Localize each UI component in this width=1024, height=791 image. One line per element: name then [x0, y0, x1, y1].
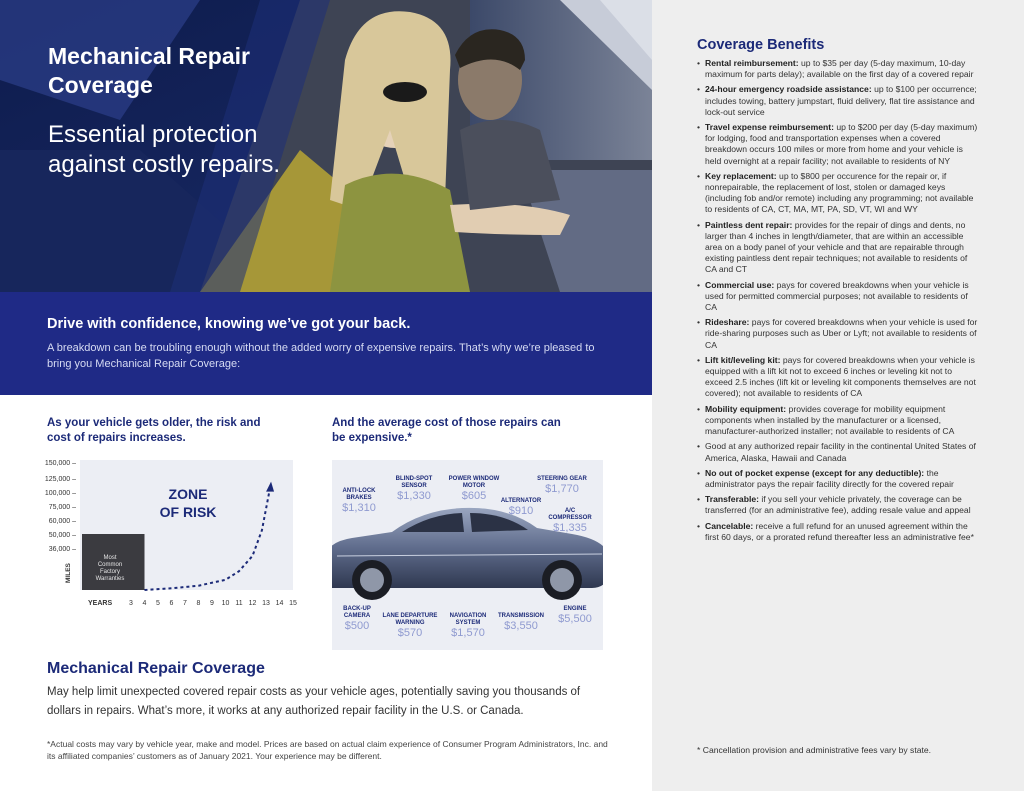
y-tick-label: 36,000 – [48, 546, 76, 553]
repair-cost-item [542, 508, 598, 535]
benefit-item [697, 355, 979, 400]
benefit-name: Transferable: [705, 494, 759, 505]
cost-footnote: *Actual costs may vary by vehicle year, make and model. Prices are based on actual claim experience of Consumer Program Administrators, Inc. and its affiliated companies’ customers as of January 2021. Your experience may be different. [47, 739, 608, 761]
benefit-name: Key replacement: [705, 170, 777, 181]
zone-label-1: ZONE [168, 486, 208, 502]
repair-part-name: COMPRESSOR [548, 515, 592, 521]
benefit-item [697, 404, 979, 438]
repair-part-name: BRAKES [346, 495, 372, 501]
benefit-text: the administrator pays the repair facility directly for the covered repair [705, 467, 954, 489]
repair-cost-item [442, 613, 494, 640]
bullet-icon: • [697, 84, 701, 95]
benefits-note: * Cancellation provision and administrative fees vary by state. [697, 745, 932, 755]
repair-cost-value: $910 [508, 505, 534, 517]
repair-costs-panel [332, 460, 603, 650]
mrc-text: May help limit unexpected covered repair costs as your vehicle ages, potentially saving you thousands of dollars in repairs. What’s more, it works at any authorized repair facility in the U.S. or Canada. [47, 686, 581, 717]
y-tick-label: 60,000 – [48, 518, 76, 525]
repair-cost-value: $1,330 [397, 490, 431, 502]
benefit-text: provides for the repair of dings and dents, no larger than 4 inches in length/diameter, that are within an accessible area on a body panel of your vehicle and that are repairable through existing paintless dent repair techniques; not available to residents of CA and CT [705, 219, 968, 275]
benefit-name: Mobility equipment: [705, 403, 787, 414]
benefit-name: Cancelable: [705, 520, 754, 531]
repair-cost-item [334, 606, 380, 633]
benefit-text: pays for covered breakdowns when your vehicle is used for permitted commercial purposes; not available to residents of CA [705, 279, 969, 313]
warranty-label-line-2: Common [97, 562, 123, 568]
x-tick-label: 12 [248, 600, 257, 607]
x-tick-label: 5 [156, 600, 160, 607]
bullet-icon: • [697, 170, 701, 181]
repair-part-name: NAVIGATION [449, 613, 487, 619]
repair-part-name: BACK-UP [343, 606, 371, 612]
x-tick-label: 14 [275, 600, 284, 607]
bullet-icon: • [697, 317, 701, 328]
axis-x-label: YEARS [88, 600, 113, 607]
repair-part-name: CAMERA [343, 613, 371, 619]
repair-cost-item [494, 613, 548, 633]
benefit-item [697, 317, 979, 351]
bullet-icon: • [697, 494, 701, 505]
benefit-text: up to $35 per day (5-day maximum, 10-day maximum for parts delay); available on the first day of a covered repair [705, 58, 974, 80]
repair-cost-item [336, 488, 382, 515]
benefit-name: 24-hour emergency roadside assistance: [705, 84, 872, 95]
mrc-heading: Mechanical Repair Coverage [47, 660, 265, 677]
repair-cost-value: $500 [344, 620, 370, 632]
x-tick-label: 15 [289, 600, 297, 607]
repair-part-name: WARNING [395, 620, 425, 626]
benefit-text: Good at any authorized repair facility in the continental United States of America, Alaska, Hawaii and Canada [705, 441, 976, 463]
benefit-text: pays for covered breakdowns when your vehicle is used for ride-sharing purposes such as Uber or Lyft; not available to residents of CA [705, 317, 978, 350]
repair-cost-item [497, 498, 545, 518]
y-tick-label: 75,000 – [48, 504, 76, 511]
benefit-text: up to $200 per day (5-day maximum) for lodging, food and transportation expenses when a covered breakdown occurs 100 miles or more from home and your vehicle is held overnight at a repair facility; not available to residents of NY [705, 122, 978, 166]
benefit-item [697, 494, 979, 516]
zone-label-2: OF RISK [159, 504, 217, 520]
benefit-name: Lift kit/leveling kit: [705, 354, 781, 365]
repair-part-name: BLIND-SPOT [395, 476, 433, 482]
bullet-icon: • [697, 354, 701, 365]
repair-part-name: ALTERNATOR [500, 498, 542, 504]
repair-cost-value: $605 [461, 490, 487, 502]
x-tick-label: 4 [142, 600, 147, 607]
benefit-name: Commercial use: [705, 279, 775, 290]
benefit-text: receive a full refund for an unused agreement within the first 60 days, or a prorated refund thereafter less an administrative fee* [705, 520, 974, 542]
bullet-icon: • [697, 279, 701, 290]
repair-cost-value: $3,550 [504, 620, 538, 632]
bullet-icon: • [697, 403, 701, 414]
benefit-name: Travel expense reimbursement: [705, 122, 834, 133]
repair-cost-item [444, 476, 504, 503]
benefits-list [697, 58, 979, 547]
repair-cost-value: $1,570 [451, 627, 485, 639]
bullet-icon: • [697, 219, 701, 230]
y-tick-label: 125,000 – [44, 476, 76, 483]
benefit-text: up to $100 per occurrence; includes towing, battery jumpstart, fluid delivery, flat tire assistance and lock-out service [705, 84, 977, 117]
repair-part-name: SYSTEM [455, 620, 481, 626]
benefit-name: No out of pocket expense (except for any deductible): [705, 467, 925, 478]
hero-subtitle: Essential protection against costly repairs. [48, 121, 281, 178]
repair-part-name: STEERING GEAR [537, 476, 587, 482]
x-tick-label: 3 [129, 600, 133, 607]
repair-cost-value: $1,770 [545, 483, 579, 495]
benefit-name: Rental reimbursement: [705, 58, 799, 68]
repair-part-name: TRANSMISSION [497, 613, 544, 619]
zone-of-risk-chart [40, 455, 305, 615]
benefit-name: Rideshare: [705, 317, 750, 328]
x-tick-label: 10 [221, 600, 230, 607]
y-tick-label: 100,000 – [44, 490, 76, 497]
bullet-icon: • [697, 520, 701, 531]
repair-part-name: POWER WINDOW [448, 476, 500, 482]
repair-part-name: MOTOR [462, 483, 486, 489]
x-tick-label: 11 [235, 600, 243, 607]
warranty-label-line-4: Warranties [95, 576, 125, 582]
warranty-label-line-3: Factory [99, 569, 121, 575]
repair-part-name: A/C [564, 508, 576, 514]
repair-cost-value: $570 [397, 627, 423, 639]
hero-title: Mechanical Repair Coverage [48, 43, 250, 98]
repair-cost-item [387, 476, 441, 503]
repair-part-name: SENSOR [401, 483, 427, 489]
hero-banner [0, 0, 652, 292]
benefits-title: Coverage Benefits [697, 37, 825, 53]
bullet-icon: • [697, 58, 701, 68]
x-tick-label: 13 [262, 600, 270, 607]
repair-part-name: ENGINE [563, 606, 587, 612]
y-tick-label: 150,000 – [44, 460, 76, 467]
benefit-name: Paintless dent repair: [705, 219, 793, 230]
warranty-label-line-1: Most [103, 555, 117, 561]
x-tick-label: 9 [210, 600, 214, 607]
repair-cost-value: $1,335 [553, 522, 587, 534]
bullet-icon: • [697, 122, 701, 133]
benefit-text: if you sell your vehicle privately, the coverage can be transferred (for an administrative fee), adding resale value and appeal [705, 494, 971, 516]
repair-cost-value: $5,500 [558, 613, 592, 625]
benefit-item [697, 280, 979, 314]
benefit-item [697, 521, 979, 543]
repair-part-name: LANE DEPARTURE [382, 613, 438, 619]
x-tick-label: 6 [169, 600, 174, 607]
bullet-icon: • [697, 467, 701, 478]
axis-y-label: MILES [65, 563, 72, 583]
benefit-item [697, 468, 979, 490]
risk-heading: As your vehicle gets older, the risk and cost of repairs increases. [47, 417, 261, 444]
benefit-text: provides coverage for mobility equipment components when installed by the manufacturer or a licensed, manufacturer-authorized installer; not available to residents of CA [705, 403, 955, 437]
repair-cost-item [532, 476, 592, 496]
intro-text: A breakdown can be troubling enough without the added worry of expensive repairs. That’s why we’re pleased to bring you Mechanical Repair Coverage: [47, 342, 595, 370]
x-tick-label: 8 [196, 600, 201, 607]
benefit-item [697, 441, 979, 463]
benefit-text: up to $800 per occurence for the repair or, if nonrepairable, the replacement of lost, stolen or damaged keys (including fob and/or remote) including any programming; not available to residents of CA, CT, MA, MT, PA, SD, VT, WI and WY [705, 170, 974, 215]
repair-cost-item [550, 606, 600, 626]
repair-cost-item [380, 613, 440, 640]
intro-heading: Drive with confidence, knowing we’ve got your back. [47, 316, 411, 332]
y-tick-label: 50,000 – [48, 532, 76, 539]
benefit-item [697, 220, 979, 276]
repair-cost-value: $1,310 [342, 502, 376, 514]
costs-heading: And the average cost of those repairs can be expensive.* [332, 417, 561, 444]
bullet-icon: • [697, 441, 701, 452]
repair-part-name: ANTI-LOCK [342, 488, 376, 494]
x-tick-label: 7 [183, 600, 187, 607]
benefit-item [697, 171, 979, 216]
benefit-item [697, 84, 979, 118]
benefit-item [697, 58, 979, 80]
benefit-text: pays for covered breakdowns when your vehicle is equipped with a lift kit not to exceed 6 inches or leveling kit not to exceed 2.5 inches (lift kit or leveling kit components themselves are not covered); not available to residents of CA [705, 354, 976, 399]
benefit-item [697, 122, 979, 167]
